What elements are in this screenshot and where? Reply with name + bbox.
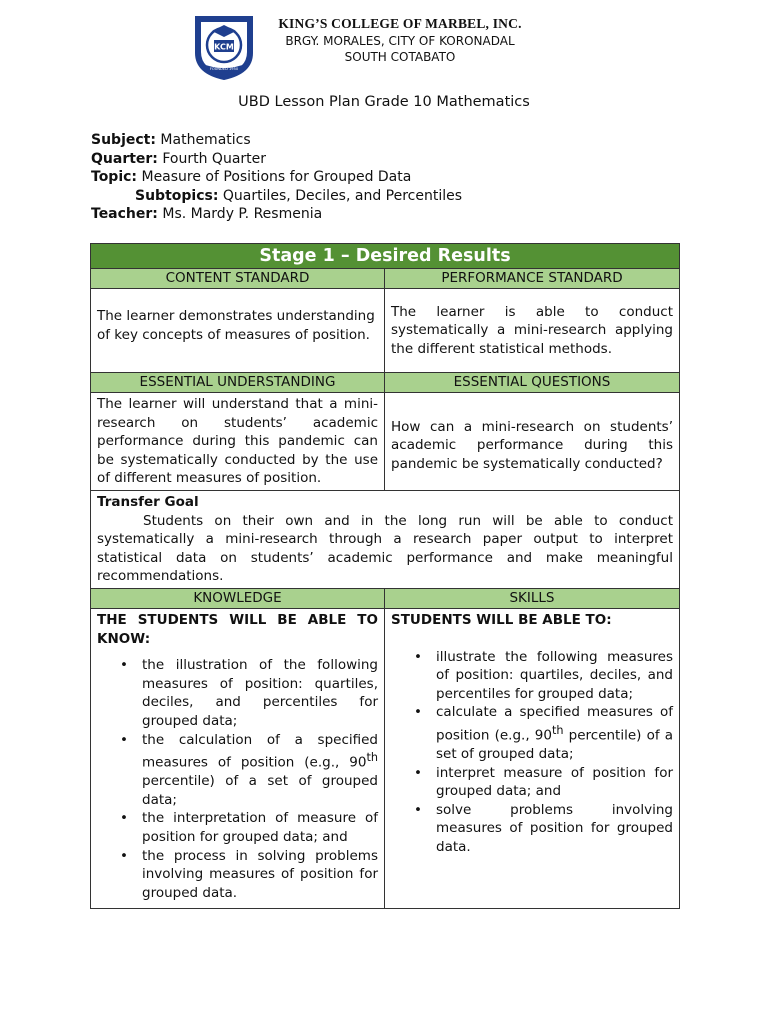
skills-header: SKILLS [385, 588, 680, 608]
topic-value: Measure of Positions for Grouped Data [141, 169, 412, 186]
skills-cell [385, 608, 680, 908]
stage1-table [90, 243, 680, 909]
topic-row: Topic: Measure of Positions for Grouped Data [91, 169, 412, 186]
subtopics-row: Subtopics: Quartiles, Deciles, and Percentiles [135, 187, 463, 204]
subtopics-value: Quartiles, Deciles, and Percentiles [222, 187, 463, 204]
list-item: • illustrate the following measures of position: quartiles, deciles, and percentiles for grouped data; [436, 648, 673, 704]
list-item: • interpret measure of position for grouped data; and [436, 764, 673, 801]
knowledge-header: KNOWLEDGE [91, 588, 385, 608]
performance-standard-header: PERFORMANCE STANDARD [385, 269, 680, 289]
knowledge-intro: THE STUDENTS WILL BE ABLE TO KNOW: [97, 611, 378, 647]
lesson-plan-title: UBD Lesson Plan Grade 10 Mathematics [238, 94, 530, 110]
essential-understanding-cell: The learner will understand that a mini-research on students’ academic performance during this pandemic can be systematically conducted by the use of different measures of position. [91, 393, 385, 491]
school-name: KING’S COLLEGE OF MARBEL, INC. [278, 16, 522, 31]
subject-row: Subject: Mathematics [91, 132, 251, 148]
school-address-line2: SOUTH COTABATO [344, 50, 456, 64]
transfer-goal-cell [91, 490, 680, 588]
list-item: • the process in solving problems involving measures of position for grouped data. [142, 847, 378, 903]
essential-questions-header: ESSENTIAL QUESTIONS [385, 373, 680, 393]
school-info [270, 16, 530, 64]
content-standard-cell: The learner demonstrates understanding of key concepts of measures of position. [91, 289, 385, 373]
performance-standard-cell: The learner is able to conduct systematically a mini-research applying the different statistical methods. [385, 289, 680, 373]
quarter-value: Fourth Quarter [162, 150, 267, 167]
knowledge-list [97, 656, 378, 902]
transfer-goal-text: Students on their own and in the long run will be able to conduct systematically a mini-research through a research paper output to interpret statistical data on students’ academic performance and make meaningful recommendations. [97, 512, 673, 585]
list-item: • the interpretation of measure of position for grouped data; and [142, 809, 378, 846]
stage1-heading: Stage 1 – Desired Results [91, 244, 680, 269]
school-seal-logo [192, 13, 256, 81]
essential-understanding-header: ESSENTIAL UNDERSTANDING [91, 373, 385, 393]
document-header [0, 0, 768, 90]
content-standard-header: CONTENT STANDARD [91, 269, 385, 289]
teacher-row: Teacher: Ms. Mardy P. Resmenia [91, 206, 323, 223]
list-item: • the calculation of a specified measures of position (e.g., 90th percentile) of a set of grouped data; [142, 731, 378, 810]
svg-text:KCM: KCM [214, 42, 234, 52]
transfer-goal-heading: Transfer Goal [97, 493, 199, 510]
essential-questions-cell: How can a mini-research on students’ academic performance during this pandemic be systematically conducted? [385, 393, 680, 491]
list-item: • the illustration of the following measures of position: quartiles, deciles, and percentiles for grouped data; [142, 656, 378, 730]
knowledge-cell [91, 608, 385, 908]
lesson-info [91, 131, 462, 224]
list-item: • calculate a specified measures of position (e.g., 90th percentile) of a set of grouped data; [436, 703, 673, 763]
subject-value: Mathematics [160, 132, 251, 148]
quarter-row: Quarter: Fourth Quarter [91, 150, 267, 167]
teacher-value: Ms. Mardy P. Resmenia [162, 206, 323, 223]
skills-list [391, 648, 673, 857]
svg-text:FOUNDED 1950: FOUNDED 1950 [209, 67, 239, 71]
school-address-line1: BRGY. MORALES, CITY OF KORONADAL [285, 34, 515, 48]
skills-intro: STUDENTS WILL BE ABLE TO: [391, 611, 612, 628]
list-item: • solve problems involving measures of position for grouped data. [436, 801, 673, 857]
